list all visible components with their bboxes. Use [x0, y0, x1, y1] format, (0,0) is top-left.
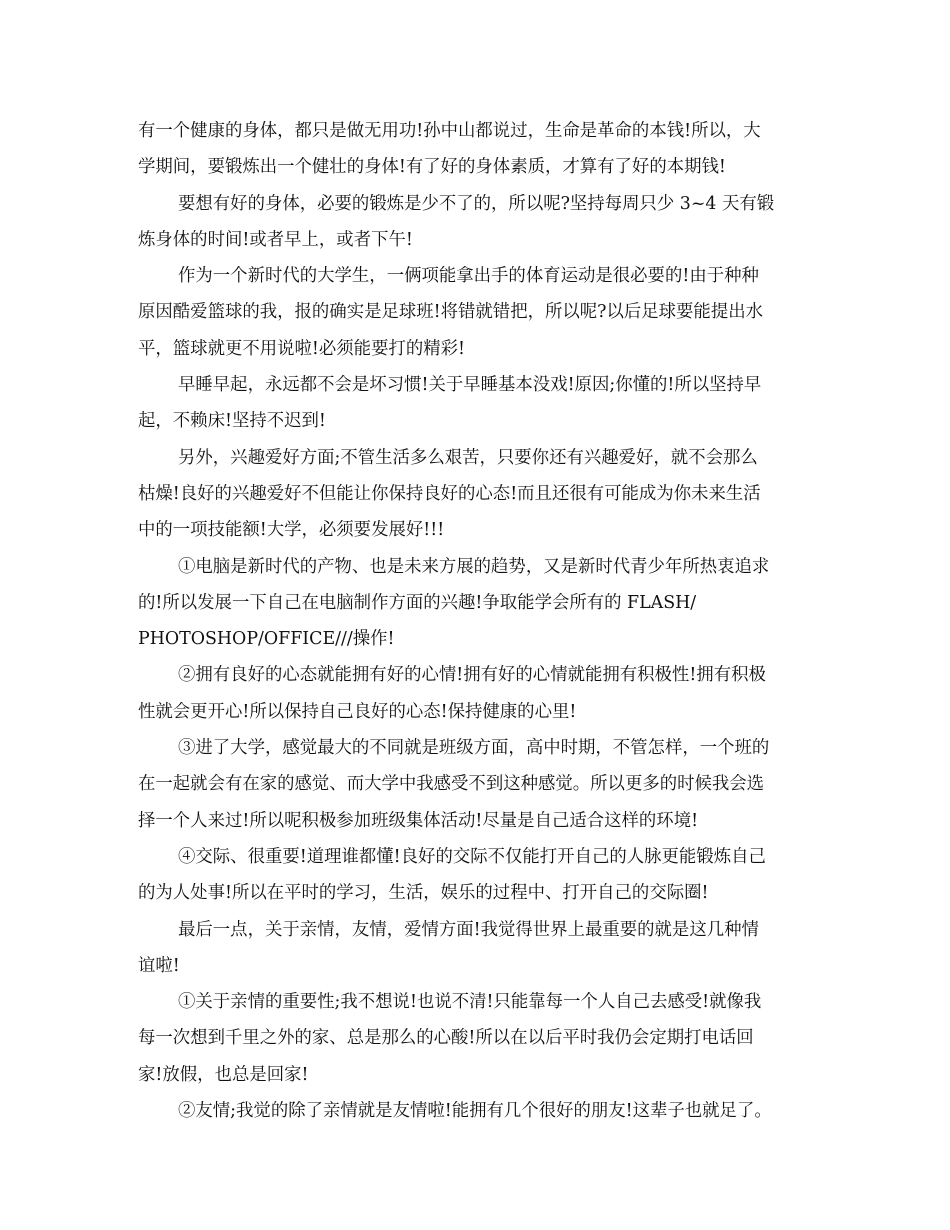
text-line: 炼身体的时间!或者早上，或者下午! [138, 229, 413, 250]
text-line: 原因酷爱篮球的我，报的确实是足球班!将错就错把，所以呢?以后足球要能提出水 [138, 302, 763, 323]
text-line: 学期间，要锻炼出一个健壮的身体!有了好的身体素质，才算有了好的本期钱! [138, 157, 726, 178]
text-line: 有一个健康的身体，都只是做无用功!孙中山都说过，生命是革命的本钱!所以，大 [138, 121, 761, 141]
text-line: PHOTOSHOP/OFFICE///操作! [138, 629, 395, 650]
text-line: 早睡早起，永远都不会是坏习惯!关于早睡基本没戏!原因;你懂的!所以坚持早 [178, 375, 762, 396]
text-line: 另外，兴趣爱好方面;不管生活多么艰苦，只要你还有兴趣爱好，就不会那么 [178, 447, 758, 468]
document-body [138, 113, 828, 1129]
text-line: 作为一个新时代的大学生，一俩项能拿出手的体育运动是很必要的!由于种种 [178, 266, 759, 287]
text-line: 枯燥!良好的兴趣爱好不但能让你保持良好的心态!而且还很有可能成为你未来生活 [138, 483, 761, 504]
text-line: 谊啦! [138, 955, 180, 976]
text-line: 最后一点，关于亲情，友情，爱情方面!我觉得世界上最重要的就是这几种情 [178, 919, 759, 940]
text-line: 的!所以发展一下自己在电脑制作方面的兴趣!争取能学会所有的 FLASH/ [138, 592, 697, 613]
text-line: ②拥有良好的心态就能拥有好的心情!拥有好的心情就能拥有积极性!拥有积极 [178, 665, 766, 686]
text-line: 在一起就会有在家的感觉、而大学中我感受不到这种感觉。所以更多的时候我会选 [138, 774, 765, 795]
text-line: ①关于亲情的重要性;我不想说!也说不清!只能靠每一个人自己去感受!就像我 [178, 992, 762, 1013]
text-line: ③进了大学，感觉最大的不同就是班级方面，高中时期，不管怎样，一个班的 [178, 738, 770, 759]
text-line: 起，不赖床!坚持不迟到! [138, 411, 326, 432]
text-line: 要想有好的身体，必要的锻炼是少不了的，所以呢?坚持每周只少 3~4 天有锻 [178, 193, 775, 214]
text-line: ②友情;我觉的除了亲情就是友情啦!能拥有几个很好的朋友!这辈子也就足了。 [178, 1101, 772, 1122]
text-line: 中的一项技能额!大学，必须要发展好!!! [138, 520, 445, 541]
text-line: 性就会更开心!所以保持自己良好的心态!保持健康的心里! [138, 701, 577, 722]
text-line: 平，篮球就更不用说啦!必须能要打的精彩! [138, 338, 466, 359]
text-line: 家!放假，也总是回家! [138, 1064, 309, 1085]
text-line: 每一次想到千里之外的家、总是那么的心酸!所以在以后平时我仍会定期打电话回 [138, 1028, 754, 1049]
text-line: 择一个人来过!所以呢积极参加班级集体活动!尽量是自己适合这样的环境! [138, 810, 699, 831]
text-line: ④交际、很重要!道理谁都懂!良好的交际不仅能打开自己的人脉更能锻炼自己 [178, 846, 766, 867]
text-line: 的为人处事!所以在平时的学习，生活，娱乐的过程中、打开自己的交际圈! [138, 883, 709, 904]
text-line: ①电脑是新时代的产物、也是未来方展的趋势，又是新时代青少年所热衷追求 [178, 556, 770, 577]
